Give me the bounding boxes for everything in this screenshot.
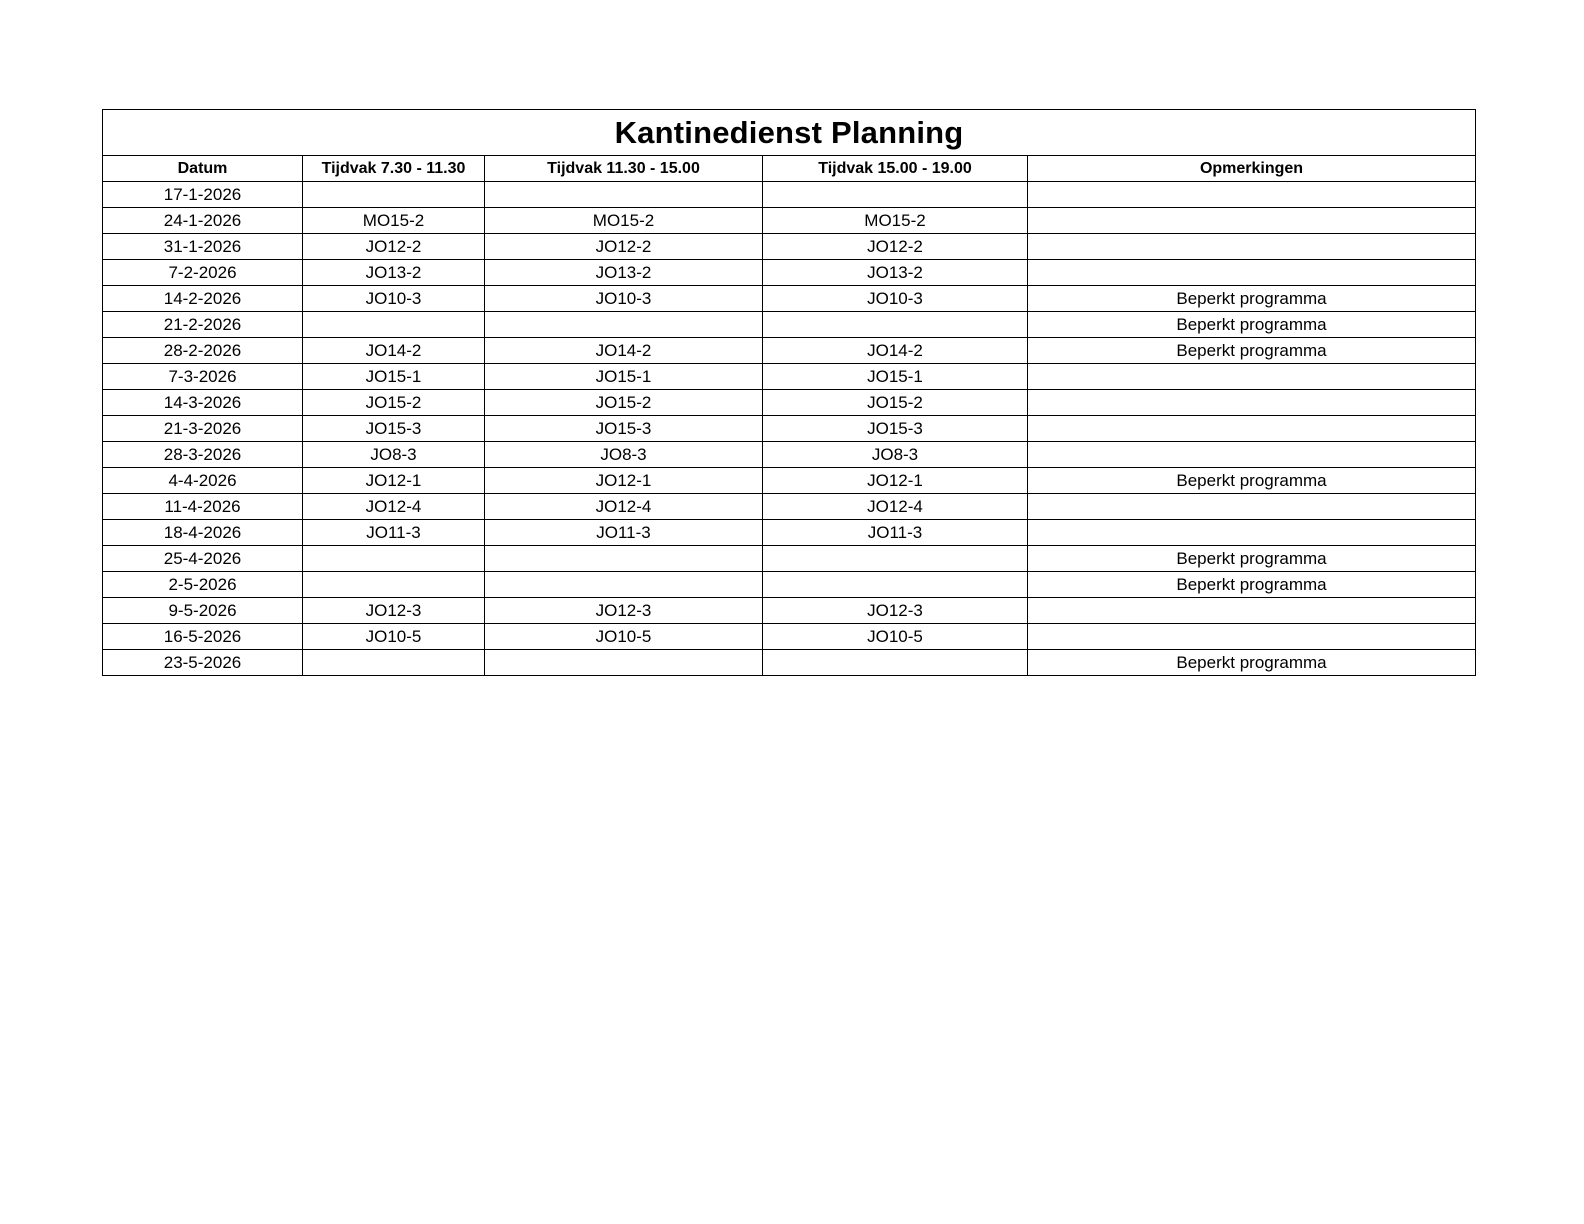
column-header-tijdvak-3: Tijdvak 15.00 - 19.00	[763, 156, 1028, 182]
table-row	[103, 338, 1476, 364]
cell-opmerkingen	[1028, 390, 1476, 416]
cell-tijdvak-1: JO15-1	[303, 364, 485, 390]
table-row	[103, 286, 1476, 312]
table-row	[103, 234, 1476, 260]
cell-opmerkingen: Beperkt programma	[1028, 312, 1476, 338]
cell-tijdvak-2: JO14-2	[485, 338, 763, 364]
cell-tijdvak-3: JO15-1	[763, 364, 1028, 390]
cell-tijdvak-1	[303, 650, 485, 676]
cell-opmerkingen	[1028, 208, 1476, 234]
cell-opmerkingen: Beperkt programma	[1028, 572, 1476, 598]
cell-tijdvak-3: JO11-3	[763, 520, 1028, 546]
cell-tijdvak-1: JO10-5	[303, 624, 485, 650]
cell-datum: 25-4-2026	[103, 546, 303, 572]
cell-tijdvak-1: JO15-3	[303, 416, 485, 442]
cell-tijdvak-3	[763, 650, 1028, 676]
cell-opmerkingen	[1028, 364, 1476, 390]
cell-tijdvak-3	[763, 572, 1028, 598]
cell-tijdvak-2: MO15-2	[485, 208, 763, 234]
table-row	[103, 390, 1476, 416]
cell-opmerkingen: Beperkt programma	[1028, 286, 1476, 312]
cell-tijdvak-1: MO15-2	[303, 208, 485, 234]
table-row	[103, 182, 1476, 208]
cell-tijdvak-2: JO12-4	[485, 494, 763, 520]
page-title: Kantinedienst Planning	[103, 110, 1476, 156]
cell-datum: 2-5-2026	[103, 572, 303, 598]
cell-opmerkingen	[1028, 234, 1476, 260]
cell-tijdvak-2: JO10-5	[485, 624, 763, 650]
cell-tijdvak-1: JO11-3	[303, 520, 485, 546]
column-header-tijdvak-2: Tijdvak 11.30 - 15.00	[485, 156, 763, 182]
cell-tijdvak-1: JO12-2	[303, 234, 485, 260]
cell-opmerkingen	[1028, 598, 1476, 624]
cell-tijdvak-3: JO10-5	[763, 624, 1028, 650]
cell-tijdvak-1: JO10-3	[303, 286, 485, 312]
cell-opmerkingen: Beperkt programma	[1028, 546, 1476, 572]
cell-datum: 11-4-2026	[103, 494, 303, 520]
cell-tijdvak-1: JO14-2	[303, 338, 485, 364]
cell-tijdvak-2	[485, 650, 763, 676]
cell-tijdvak-2: JO11-3	[485, 520, 763, 546]
cell-opmerkingen: Beperkt programma	[1028, 650, 1476, 676]
table-row	[103, 650, 1476, 676]
table-row	[103, 598, 1476, 624]
table-row	[103, 364, 1476, 390]
cell-opmerkingen	[1028, 442, 1476, 468]
cell-datum: 7-3-2026	[103, 364, 303, 390]
cell-tijdvak-2: JO15-3	[485, 416, 763, 442]
cell-datum: 7-2-2026	[103, 260, 303, 286]
cell-tijdvak-2	[485, 572, 763, 598]
header-row	[103, 156, 1476, 182]
table-body	[103, 182, 1476, 676]
cell-tijdvak-2	[485, 182, 763, 208]
cell-tijdvak-2: JO12-1	[485, 468, 763, 494]
cell-tijdvak-1	[303, 546, 485, 572]
column-header-tijdvak-1: Tijdvak 7.30 - 11.30	[303, 156, 485, 182]
cell-opmerkingen: Beperkt programma	[1028, 468, 1476, 494]
table-row	[103, 312, 1476, 338]
cell-datum: 14-2-2026	[103, 286, 303, 312]
table-row	[103, 520, 1476, 546]
planning-sheet	[102, 109, 1475, 676]
cell-tijdvak-2: JO12-3	[485, 598, 763, 624]
cell-opmerkingen	[1028, 520, 1476, 546]
cell-datum: 24-1-2026	[103, 208, 303, 234]
cell-datum: 28-3-2026	[103, 442, 303, 468]
cell-tijdvak-2: JO15-2	[485, 390, 763, 416]
table-row	[103, 468, 1476, 494]
cell-tijdvak-1	[303, 182, 485, 208]
cell-tijdvak-2: JO8-3	[485, 442, 763, 468]
cell-tijdvak-3: JO10-3	[763, 286, 1028, 312]
cell-datum: 16-5-2026	[103, 624, 303, 650]
cell-tijdvak-2: JO12-2	[485, 234, 763, 260]
cell-datum: 21-3-2026	[103, 416, 303, 442]
cell-tijdvak-2	[485, 546, 763, 572]
cell-datum: 18-4-2026	[103, 520, 303, 546]
cell-tijdvak-1: JO12-3	[303, 598, 485, 624]
cell-datum: 31-1-2026	[103, 234, 303, 260]
cell-tijdvak-1: JO8-3	[303, 442, 485, 468]
cell-tijdvak-1	[303, 572, 485, 598]
cell-opmerkingen	[1028, 494, 1476, 520]
cell-tijdvak-3: JO15-3	[763, 416, 1028, 442]
title-row	[103, 110, 1476, 156]
cell-datum: 14-3-2026	[103, 390, 303, 416]
cell-datum: 21-2-2026	[103, 312, 303, 338]
cell-tijdvak-3: JO12-4	[763, 494, 1028, 520]
cell-tijdvak-2: JO15-1	[485, 364, 763, 390]
cell-tijdvak-3: JO13-2	[763, 260, 1028, 286]
column-header-datum: Datum	[103, 156, 303, 182]
cell-tijdvak-2: JO13-2	[485, 260, 763, 286]
cell-tijdvak-1: JO12-1	[303, 468, 485, 494]
cell-opmerkingen	[1028, 182, 1476, 208]
cell-tijdvak-1	[303, 312, 485, 338]
cell-tijdvak-3: JO14-2	[763, 338, 1028, 364]
cell-tijdvak-2: JO10-3	[485, 286, 763, 312]
cell-datum: 17-1-2026	[103, 182, 303, 208]
cell-tijdvak-3: MO15-2	[763, 208, 1028, 234]
cell-tijdvak-3: JO12-2	[763, 234, 1028, 260]
table-row	[103, 624, 1476, 650]
cell-tijdvak-3	[763, 546, 1028, 572]
cell-tijdvak-1: JO15-2	[303, 390, 485, 416]
cell-tijdvak-2	[485, 312, 763, 338]
cell-opmerkingen	[1028, 260, 1476, 286]
cell-datum: 28-2-2026	[103, 338, 303, 364]
cell-opmerkingen	[1028, 624, 1476, 650]
cell-tijdvak-3: JO8-3	[763, 442, 1028, 468]
cell-tijdvak-3	[763, 182, 1028, 208]
table-row	[103, 442, 1476, 468]
cell-tijdvak-3: JO12-3	[763, 598, 1028, 624]
cell-tijdvak-1: JO12-4	[303, 494, 485, 520]
column-header-opmerkingen: Opmerkingen	[1028, 156, 1476, 182]
table-row	[103, 546, 1476, 572]
table-row	[103, 572, 1476, 598]
table-row	[103, 494, 1476, 520]
cell-tijdvak-1: JO13-2	[303, 260, 485, 286]
table-row	[103, 416, 1476, 442]
cell-opmerkingen	[1028, 416, 1476, 442]
planning-table	[102, 109, 1476, 676]
cell-tijdvak-3	[763, 312, 1028, 338]
table-row	[103, 208, 1476, 234]
cell-datum: 4-4-2026	[103, 468, 303, 494]
cell-datum: 9-5-2026	[103, 598, 303, 624]
table-row	[103, 260, 1476, 286]
cell-tijdvak-3: JO15-2	[763, 390, 1028, 416]
cell-tijdvak-3: JO12-1	[763, 468, 1028, 494]
cell-opmerkingen: Beperkt programma	[1028, 338, 1476, 364]
cell-datum: 23-5-2026	[103, 650, 303, 676]
